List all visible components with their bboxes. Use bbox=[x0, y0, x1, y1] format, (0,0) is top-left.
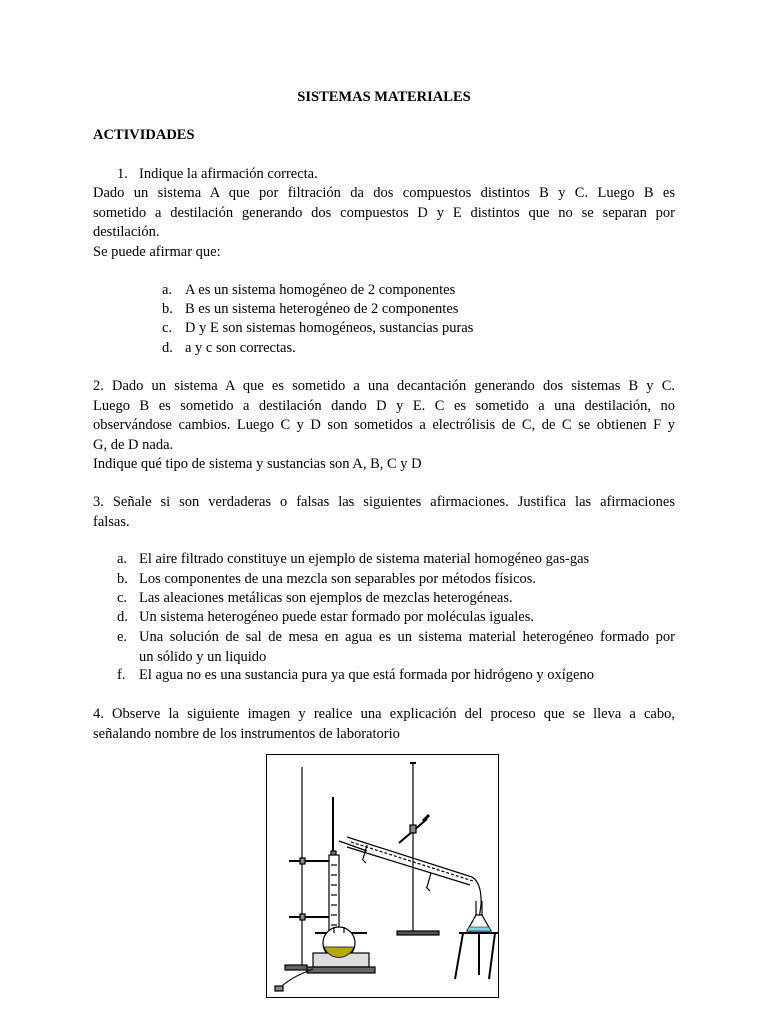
question-1-body bbox=[93, 184, 675, 262]
list-marker: b. bbox=[117, 571, 128, 587]
question-number: 1. bbox=[117, 166, 128, 182]
paragraph-line: sometido a destilación generando dos compuestos D y E distintos que no se separan por bbox=[93, 204, 675, 221]
figure-frame bbox=[266, 754, 499, 998]
list-item bbox=[162, 300, 662, 320]
paragraph-line: destilación. bbox=[93, 224, 160, 240]
paragraph-line: 4. Observe la siguiente imagen y realice una explicación del proceso que se lleva a cabo, bbox=[93, 706, 675, 722]
list-text: El aire filtrado constituye un ejemplo de sistema material homogéneo gas-gas bbox=[139, 551, 590, 567]
list-marker: a. bbox=[117, 551, 128, 567]
distillation-apparatus-icon bbox=[267, 755, 498, 997]
question-text: Indique la afirmación correcta. bbox=[139, 166, 318, 182]
list-item bbox=[117, 589, 677, 609]
list-text-line: un sólido y un liquido bbox=[139, 648, 267, 665]
receiver-liquid bbox=[467, 927, 491, 931]
page-title: SISTEMAS MATERIALES bbox=[297, 89, 471, 105]
list-text: B es un sistema heterogéneo de 2 componentes bbox=[185, 301, 459, 317]
list-item bbox=[117, 550, 677, 570]
paragraph-line: Luego B es sometido a destilación dando D y E. C es sometido a una destilación, no bbox=[93, 397, 675, 414]
list-text: A es un sistema homogéneo de 2 componentes bbox=[185, 282, 456, 298]
list-text bbox=[139, 628, 675, 667]
list-item bbox=[117, 608, 677, 628]
list-marker: d. bbox=[117, 609, 128, 625]
list-item bbox=[117, 666, 677, 686]
list-text: Un sistema heterogéneo puede estar formado por moléculas iguales. bbox=[139, 609, 534, 625]
paragraph-line: Indique qué tipo de sistema y sustancias son A, B, C y D bbox=[93, 456, 422, 472]
list-item bbox=[162, 319, 662, 339]
paragraph-line: observándose cambios. Luego C y D son sometidos a electrólisis de C, de C se obtienen F y bbox=[93, 417, 675, 433]
list-text: Los componentes de una mezcla son separables por métodos físicos. bbox=[139, 571, 537, 587]
paragraph-line: 3. Señale si son verdaderas o falsas las siguientes afirmaciones. Justifica las afirmaciones bbox=[93, 494, 675, 510]
list-item bbox=[117, 628, 677, 668]
list-text-line: Una solución de sal de mesa en agua es un sistema material heterogéneo formado por bbox=[139, 629, 675, 645]
list-text: a y c son correctas. bbox=[185, 340, 296, 356]
list-text: D y E son sistemas homogéneos, sustancias puras bbox=[185, 320, 474, 336]
question-3 bbox=[93, 493, 675, 532]
paragraph-line: falsas. bbox=[93, 513, 130, 530]
list-marker: e. bbox=[117, 629, 128, 645]
paragraph-line: 2. Dado un sistema A que es sometido a una decantación generando dos sistemas B y C. bbox=[93, 378, 675, 394]
list-marker: f. bbox=[117, 667, 126, 683]
question-4 bbox=[93, 705, 675, 744]
list-text: Las aleaciones metálicas son ejemplos de mezclas heterogéneas. bbox=[139, 590, 513, 606]
paragraph-line: Dado un sistema A que por filtración da dos compuestos distintos B y C. Luego B es bbox=[93, 185, 675, 201]
list-item bbox=[117, 570, 677, 590]
list-item bbox=[162, 339, 662, 359]
list-text: El agua no es una sustancia pura ya que está formada por hidrógeno y oxígeno bbox=[139, 667, 594, 683]
list-item bbox=[162, 281, 662, 301]
paragraph-line: Se puede afirmar que: bbox=[93, 243, 221, 260]
list-marker: c. bbox=[162, 320, 173, 336]
paragraph-line: señalando nombre de los instrumentos de laboratorio bbox=[93, 725, 400, 742]
question-1-prompt bbox=[117, 165, 677, 185]
section-heading: ACTIVIDADES bbox=[93, 127, 195, 143]
list-marker: b. bbox=[162, 301, 173, 317]
list-marker: d. bbox=[162, 340, 173, 356]
paragraph-line: G, de D nada. bbox=[93, 436, 174, 453]
question-2 bbox=[93, 377, 675, 475]
list-marker: a. bbox=[162, 282, 173, 298]
list-marker: c. bbox=[117, 590, 128, 606]
